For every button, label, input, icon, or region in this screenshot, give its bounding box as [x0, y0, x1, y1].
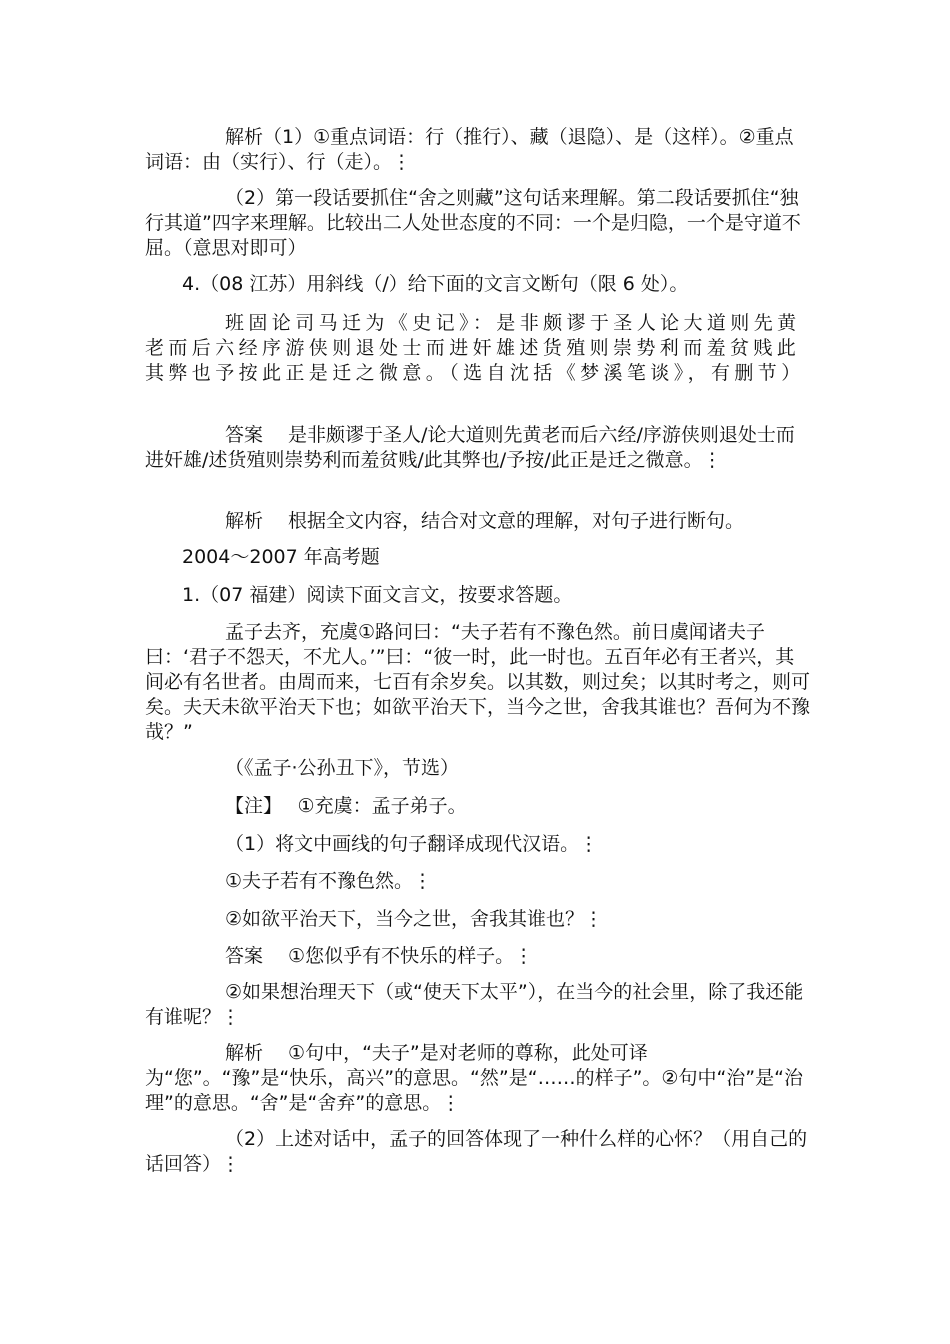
answer-line-2: ②如果想治理天下（或“使天下太平”），在当今的社会里，除了我还能有谁呢？⋮ — [145, 981, 804, 1028]
question-1-passage: 孟子去齐，充虞①路问曰：“夫子若有不豫色然。前日虞闻诸夫子曰：‘君子不怨天，不尤人。’”曰：“彼一时，此一时也。五百年必有王者兴，其间必有名世者。由周而来，七百有余岁矣。以其数，则过矣；以其时考之，则可矣。夫天未欲平治天下也；如欲平治天下，当今之世，舍我其谁也？吾何为不豫哉？” — [145, 621, 811, 743]
sub-question-1: （1）将文中画线的句子翻译成现代汉语。⋮ — [225, 833, 599, 855]
section-title: 2004～2007 年高考题 — [182, 546, 380, 568]
question-4-answer: 答案 是非颇谬于圣人/论大道则先黄老而后六经/序游侠则退处士而进奸雄/述货殖则崇势利而羞贫贱/此其弊也/予按/此正是迁之微意。⋮ — [145, 424, 795, 471]
passage-source: （《孟子·公孙丑下》，节选） — [225, 757, 460, 779]
passage-note: 【注】 ①充虞：孟子弟子。 — [225, 795, 467, 817]
sub-question-2: （2）上述对话中，孟子的回答体现了一种什么样的心怀？（用自己的话回答）⋮ — [145, 1128, 808, 1175]
analysis-paragraph-1: 解析（1）①重点词语：行（推行）、藏（退隐）、是（这样）。②重点词语：由（实行）、行（走）。⋮ — [145, 126, 794, 173]
sub-question-1-sentence-b: ②如欲平治天下，当今之世，舍我其谁也？⋮ — [225, 908, 604, 930]
question-4-analysis: 解析 根据全文内容，结合对文意的理解，对句子进行断句。 — [225, 510, 745, 532]
question-4-text: 班固论司马迁为《史记》：是非颇谬于圣人论大道则先黄老而后六经序游侠则退处士而进奸雄述货殖则崇势利而羞贫贱此其弊也予按此正是迁之微意。（选自沈括《梦溪笔谈》，有删节） — [145, 312, 805, 384]
analysis-paragraph-3: 解析 ①句中，“夫子”是对老师的尊称，此处可译为“您”。“豫”是“快乐，高兴”的意思。“然”是“……的样子”。②句中“治”是“治理”的意思。“舍”是“舍弃”的意思。⋮ — [145, 1042, 803, 1114]
question-4-heading: 4.（08 江苏）用斜线（/）给下面的文言文断句（限 6 处）。 — [182, 273, 689, 295]
sub-question-1-sentence-a: ①夫子若有不豫色然。⋮ — [225, 870, 433, 892]
analysis-paragraph-2: （2）第一段话要抓住“舍之则藏”这句话来理解。第二段话要抓住“独行其道”四字来理解。比较出二人处世态度的不同：一个是归隐，一个是守道不屈。（意思对即可） — [145, 187, 801, 259]
answer-line-1: 答案 ①您似乎有不快乐的样子。⋮ — [225, 945, 534, 967]
question-1-heading: 1.（07 福建）阅读下面文言文，按要求答题。 — [182, 584, 573, 606]
